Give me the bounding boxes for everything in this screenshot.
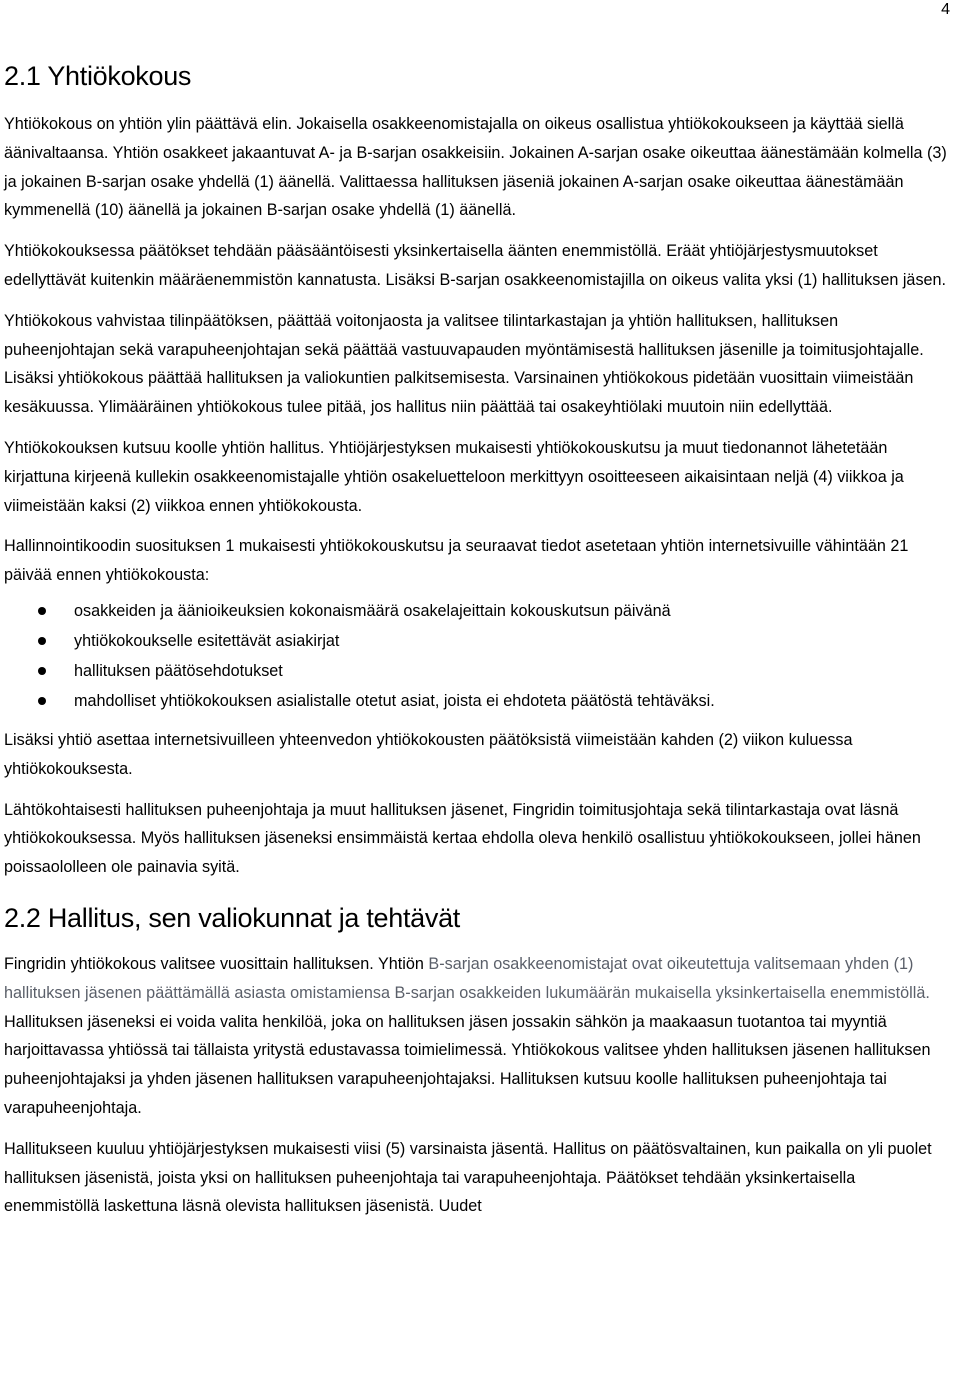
document-body	[4, 58, 952, 1233]
paragraph: Fingridin yhtiökokous valitsee vuosittain hallituksen. Yhtiön B-sarjan osakkeenomistajat ovat oikeutettuja valitsemaan yhden (1) hallituksen jäsenen päättämällä asiasta omistamiensa B-sarjan osakkeiden lukumäärän mukaisella yksinkertaisella enemmistöllä. Hallituksen jäseneksi ei voida valita henkilöä, joka on hallituksen jäsen jossakin sähkön ja maakaasun tuotantoa tai myyntiä harjoittavassa yhtiössä tai tällaista yritystä edustavassa toimielimessä. Yhtiökokous valitsee yhden hallituksen jäsenen hallituksen puheenjohtajaksi ja yhden jäsenen hallituksen varapuheenjohtajaksi. Hallituksen kutsuu koolle hallituksen puheenjohtaja tai varapuheenjohtaja.	[4, 954, 931, 1117]
bullet-icon	[38, 607, 46, 615]
bullet-icon	[38, 667, 46, 675]
paragraph: Lisäksi yhtiö asettaa internetsivuilleen yhteenvedon yhtiökokousten päätöksistä viimeistään kahden (2) viikon kuluessa yhtiökokouksesta.	[4, 730, 853, 778]
paragraph: Yhtiökokouksen kutsuu koolle yhtiön hallitus. Yhtiöjärjestyksen mukaisesti yhtiökokouskutsu ja muut tiedonannot lähetetään kirjattuna kirjeenä kullekin osakkeenomistajalle yhtiön osakeluetteloon merkittyyn osoitteeseen aikaisintaan neljä (4) viikkoa ja viimeistään kaksi (2) viikkoa ennen yhtiökokousta.	[4, 438, 904, 515]
page-number: 4	[941, 1, 950, 18]
list-item: hallituksen päätösehdotukset	[4, 656, 952, 686]
paragraph: Lähtökohtaisesti hallituksen puheenjohtaja ja muut hallituksen jäsenet, Fingridin toimitusjohtaja sekä tilintarkastaja ovat läsnä yhtiökokouksessa. Myös hallituksen jäseneksi ensimmäistä kertaa ehdolla oleva henkilö osallistuu yhtiökokoukseen, jollei hänen poissaololleen ole painavia syitä.	[4, 800, 921, 877]
paragraph: Hallinnointikoodin suosituksen 1 mukaisesti yhtiökokouskutsu ja seuraavat tiedot asetetaan yhtiön internetsivuille vähintään 21 päivää ennen yhtiökokousta:	[4, 537, 909, 585]
paragraph: Yhtiökokouksessa päätökset tehdään pääsääntöisesti yksinkertaisella äänten enemmistöllä. Eräät yhtiöjärjestysmuutokset edellyttävät kuitenkin määräenemmistön kannatusta. Lisäksi B-sarjan osakkeenomistajilla on oikeus valita yksi (1) hallituksen jäsen.	[4, 242, 947, 289]
paragraph: Yhtiökokous on yhtiön ylin päättävä elin. Jokaisella osakkeenomistajalla on oikeus osallistua yhtiökokoukseen ja käyttää siellä äänivaltaansa. Yhtiön osakkeet jakaantuvat A- ja B-sarjan osakkeisiin. Jokainen A-sarjan osake oikeuttaa äänestämään kolmella (3) ja jokainen B-sarjan osake yhdellä (1) äänellä. Valittaessa hallituksen jäseniä jokainen A-sarjan osake oikeuttaa äänestämään kymmenellä (10) äänellä ja jokainen B-sarjan osake yhdellä (1) äänellä.	[4, 115, 947, 220]
paragraph: Yhtiökokous vahvistaa tilinpäätöksen, päättää voitonjaosta ja valitsee tilintarkastajan ja yhtiön hallituksen, hallituksen puheenjohtajan sekä varapuheenjohtajan sekä päättää vastuuvapauden myöntämisestä hallituksen jäsenille ja toimitusjohtajalle. Lisäksi yhtiökokous päättää hallituksen ja valiokuntien palkitsemisesta. Varsinainen yhtiökokous pidetään vuosittain viimeistään kesäkuussa. Ylimääräinen yhtiökokous tulee pitää, jos hallitus niin päättää tai osakeyhtiölaki muutoin niin edellyttää.	[4, 311, 924, 417]
list-item: osakkeiden ja äänioikeuksien kokonaismäärä osakelajeittain kokouskutsun päivänä	[4, 596, 952, 626]
highlighted-text: B-sarjan osakkeenomistajat ovat oikeutettuja valitsemaan yhden (1) hallituksen jäsenen päättämällä asiasta omistamiensa B-sarjan osakkeiden lukumäärän mukaisella yksinkertaisella enemmistöllä.	[4, 954, 930, 1002]
bullet-icon	[38, 697, 46, 705]
list-item: yhtiökokoukselle esitettävät asiakirjat	[4, 626, 952, 656]
section-heading-hallitus: 2.2 Hallitus, sen valiokunnat ja tehtävät	[4, 902, 460, 933]
list-item: mahdolliset yhtiökokouksen asialistalle otetut asiat, joista ei ehdoteta päätöstä tehtäväksi.	[4, 686, 952, 716]
bullet-list	[4, 596, 952, 716]
paragraph: Hallitukseen kuuluu yhtiöjärjestyksen mukaisesti viisi (5) varsinaista jäsentä. Hallitus on päätösvaltainen, kun paikalla on yli puolet hallituksen jäsenistä, joista yksi on hallituksen puheenjohtaja tai varapuheenjohtaja. Päätökset tehdään yksinkertaisella enemmistöllä laskettuna läsnä olevista hallituksen jäsenistä. Uudet	[4, 1139, 932, 1216]
bullet-icon	[38, 637, 46, 645]
section-heading-yhtiokokous: 2.1 Yhtiökokous	[4, 61, 192, 91]
